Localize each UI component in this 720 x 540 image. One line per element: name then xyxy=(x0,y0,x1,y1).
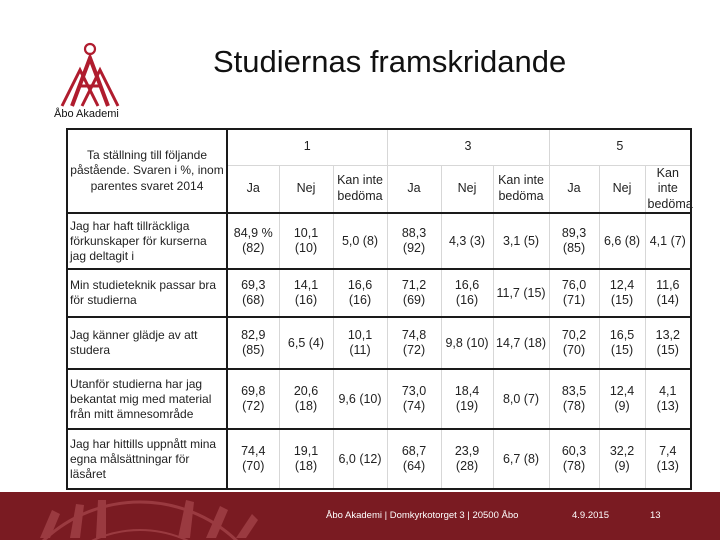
table-cell: 11,7 (15) xyxy=(493,269,549,317)
table-cell: 4,1 (7) xyxy=(645,213,691,269)
table-cell: 12,4 (9) xyxy=(599,369,645,429)
table-cell: 19,1 (18) xyxy=(279,429,333,489)
subheader-kan-inte-bedoma: Kan inte bedöma xyxy=(645,165,691,213)
table-cell: 12,4 (15) xyxy=(599,269,645,317)
seal-watermark-icon xyxy=(0,492,280,540)
table-cell: 11,6 (14) xyxy=(645,269,691,317)
row-statement: Min studieteknik passar bra för studierna xyxy=(67,269,227,317)
table-cell: 74,4 (70) xyxy=(227,429,279,489)
table-cell: 69,3 (68) xyxy=(227,269,279,317)
table-cell: 69,8 (72) xyxy=(227,369,279,429)
table-cell: 14,1 (16) xyxy=(279,269,333,317)
table-cell: 6,0 (12) xyxy=(333,429,387,489)
subheader-nej: Nej xyxy=(441,165,493,213)
table-cell: 6,6 (8) xyxy=(599,213,645,269)
table-cell: 5,0 (8) xyxy=(333,213,387,269)
table-cell: 71,2 (69) xyxy=(387,269,441,317)
logo-text: Åbo Akademi xyxy=(54,108,119,120)
subheader-kan-inte-bedoma: Kan inte bedöma xyxy=(493,165,549,213)
table-cell: 83,5 (78) xyxy=(549,369,599,429)
table-cell: 13,2 (15) xyxy=(645,317,691,369)
footer-address: Åbo Akademi | Domkyrkotorget 3 | 20500 Åbo xyxy=(326,510,519,521)
subheader-nej: Nej xyxy=(279,165,333,213)
results-table-container xyxy=(66,128,693,485)
group-header-3: 3 xyxy=(387,129,549,165)
table-row xyxy=(67,429,691,489)
table-cell: 6,7 (8) xyxy=(493,429,549,489)
row-statement: Jag har hittills uppnått mina egna målsättningar för läsåret xyxy=(67,429,227,489)
table-cell: 9,8 (10) xyxy=(441,317,493,369)
table-cell: 32,2 (9) xyxy=(599,429,645,489)
table-cell: 68,7 (64) xyxy=(387,429,441,489)
table-cell: 74,8 (72) xyxy=(387,317,441,369)
footer-bar xyxy=(0,492,720,540)
table-cell: 4,1 (13) xyxy=(645,369,691,429)
table-cell: 88,3 (92) xyxy=(387,213,441,269)
table-row xyxy=(67,317,691,369)
statement-header: Ta ställning till följande påstående. Svaren i %, inom parentes svaret 2014 xyxy=(67,129,227,213)
table-row xyxy=(67,269,691,317)
table-cell: 10,1 (11) xyxy=(333,317,387,369)
table-cell: 7,4 (13) xyxy=(645,429,691,489)
footer-date: 4.9.2015 xyxy=(572,510,609,521)
row-statement: Utanför studierna har jag bekantat mig med material från mitt ämnesområde xyxy=(67,369,227,429)
table-cell: 84,9 % (82) xyxy=(227,213,279,269)
table-cell: 16,6 (16) xyxy=(441,269,493,317)
table-cell: 89,3 (85) xyxy=(549,213,599,269)
subheader-ja: Ja xyxy=(387,165,441,213)
table-cell: 18,4 (19) xyxy=(441,369,493,429)
table-cell: 23,9 (28) xyxy=(441,429,493,489)
table-cell: 60,3 (78) xyxy=(549,429,599,489)
slide-title: Studiernas framskridande xyxy=(213,44,567,79)
table-cell: 20,6 (18) xyxy=(279,369,333,429)
table-cell: 3,1 (5) xyxy=(493,213,549,269)
table-cell: 14,7 (18) xyxy=(493,317,549,369)
table-cell: 16,6 (16) xyxy=(333,269,387,317)
table-cell: 76,0 (71) xyxy=(549,269,599,317)
subheader-ja: Ja xyxy=(549,165,599,213)
footer-page-number: 13 xyxy=(650,510,661,521)
table-cell: 8,0 (7) xyxy=(493,369,549,429)
row-statement: Jag känner glädje av att studera xyxy=(67,317,227,369)
table-row xyxy=(67,369,691,429)
table-cell: 4,3 (3) xyxy=(441,213,493,269)
results-table xyxy=(66,128,692,490)
group-header-5: 5 xyxy=(549,129,691,165)
table-cell: 82,9 (85) xyxy=(227,317,279,369)
table-cell: 9,6 (10) xyxy=(333,369,387,429)
group-header-1: 1 xyxy=(227,129,387,165)
subheader-nej: Nej xyxy=(599,165,645,213)
table-row xyxy=(67,213,691,269)
subheader-kan-inte-bedoma: Kan inte bedöma xyxy=(333,165,387,213)
row-statement: Jag har haft tillräckliga förkunskaper för kurserna jag deltagit i xyxy=(67,213,227,269)
table-cell: 10,1 (10) xyxy=(279,213,333,269)
table-cell: 70,2 (70) xyxy=(549,317,599,369)
table-cell: 6,5 (4) xyxy=(279,317,333,369)
table-cell: 16,5 (15) xyxy=(599,317,645,369)
subheader-ja: Ja xyxy=(227,165,279,213)
table-cell: 73,0 (74) xyxy=(387,369,441,429)
